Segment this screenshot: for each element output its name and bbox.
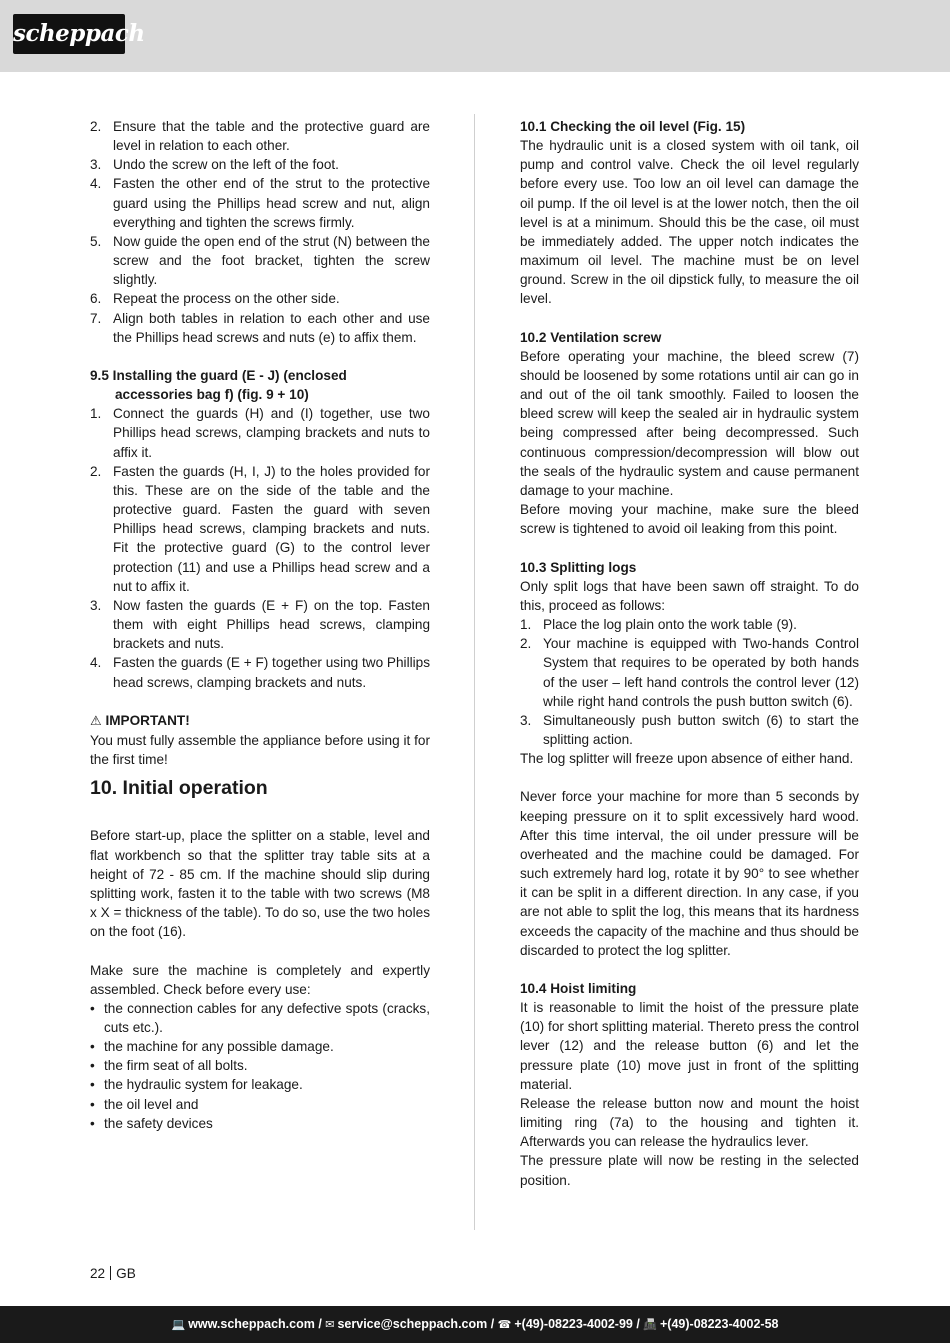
list-item: 1. Place the log plain onto the work table (9). <box>520 617 797 633</box>
list-item: • the firm seat of all bolts. <box>90 1058 248 1074</box>
hoist-paragraph-2: Release the release button now and mount the hoist limiting ring (7a) to the housing and tighten it. Afterwards you can release the hydraulics lever. <box>520 1095 859 1150</box>
heading-10-4: 10.4 Hoist limiting <box>520 980 637 996</box>
warning-icon: ⚠ <box>90 713 102 729</box>
list-item: 7. Align both tables in relation to each other and use the Phillips head screws and nuts (e) to affix them. <box>90 310 430 345</box>
heading-10-2: 10.2 Ventilation screw <box>520 329 662 345</box>
email-link[interactable]: service@scheppach.com <box>337 1317 488 1331</box>
list-item: • the oil level and <box>90 1096 199 1112</box>
list-item: • the safety devices <box>90 1115 213 1131</box>
section-title: 10. Initial operation <box>90 777 268 800</box>
fax-number: +(49)-08223-4002-58 <box>660 1317 779 1331</box>
footer-band: 💻 www.scheppach.com / ✉ service@scheppach.com / ☎ +(49)-08223-4002-99 / 📠 +(49)-08223-4002-58 <box>0 1306 950 1343</box>
list-item: • the machine for any possible damage. <box>90 1039 334 1055</box>
list-item: 6. Repeat the process on the other side. <box>90 291 340 307</box>
left-column <box>90 117 430 1133</box>
list-item: 1. Connect the guards (H) and (I) together, use two Phillips head screws, clamping brackets and nuts to affix it. <box>90 406 430 460</box>
oil-level-paragraph: The hydraulic unit is a closed system with oil tank, oil pump and control valve. Check the oil level regularly before every use. Too low an oil level can damage the oil pump. If the oil level is at the lower notch, then the oil level is at a minimum. Should this be the case, oil must be immediately added. The upper notch indicates the maximum oil level. The machine must be on level ground. Screw in the oil dipstick fully, to measure the oil level. <box>520 138 859 307</box>
website-link[interactable]: www.scheppach.com <box>188 1317 315 1331</box>
heading-9-5: 9.5 Installing the guard (E - J) (enclosed accessories bag f) (fig. 9 + 10) <box>90 368 347 403</box>
hoist-paragraph-3: The pressure plate will now be resting in the selected position. <box>520 1153 859 1188</box>
splitting-warning-paragraph: Never force your machine for more than 5 seconds by keeping pressure on it to split excessively hard wood. After this time interval, the oil under pressure will be overheated and the machine could be damaged. For such extremely hard log, rotate it by 90° to see whether it can be split in a different direction. In any case, if you are not able to split the log, this means that its hardness exceeds the capacity of the machine and thus should be discarded to protect the log splitter. <box>520 789 859 958</box>
right-column <box>520 117 859 1190</box>
guard-steps-list <box>90 404 430 691</box>
startup-paragraph: Before start-up, place the splitter on a stable, level and flat workbench so that the splitter tray table sits at a height of 72 - 85 cm. If the machine should slip during splitting work, fasten it to the table with two screws (M8 x X = thickness of the table). To do so, use the two holes on the foot (16). <box>90 828 430 940</box>
list-item: 2. Your machine is equipped with Two-hands Control System that requires to be operated by both hands of the user – left hand controls the control lever (12) while right hand controls the push button switch (6). <box>520 636 859 709</box>
mail-icon: ✉ <box>325 1318 335 1331</box>
heading-10-1: 10.1 Checking the oil level (Fig. 15) <box>520 119 746 134</box>
list-item: 2. Fasten the guards (H, I, J) to the holes provided for this. These are on the side of the table and the protective guard. Fasten the guard with seven Phillips head screws, clamping brackets and nuts. Fit the protective guard (G) to the control lever protection (11) and use a Phillips head screw and a nut to affix it. <box>90 463 430 594</box>
scheppach-logo: scheppach <box>13 14 125 54</box>
phone-icon: ☎ <box>497 1318 512 1331</box>
check-paragraph: Make sure the machine is completely and expertly assembled. Check before every use: <box>90 962 430 997</box>
list-item: 2. Ensure that the table and the protective guard are level in relation to each other. <box>90 119 430 154</box>
page-number: 22 GB <box>90 1266 136 1281</box>
heading-10-3: 10.3 Splitting logs <box>520 559 637 575</box>
column-divider <box>474 114 475 1230</box>
phone-number: +(49)-08223-4002-99 <box>514 1317 633 1331</box>
header-band <box>0 0 950 72</box>
check-list <box>90 999 430 1133</box>
list-item: • the connection cables for any defective spots (cracks, cuts etc.). <box>90 1000 430 1035</box>
list-item: 3. Undo the screw on the left of the foot. <box>90 157 339 173</box>
list-item: • the hydraulic system for leakage. <box>90 1077 303 1093</box>
ventilation-paragraph: Before operating your machine, the bleed screw (7) should be loosened by some rotations until air can go in and out of the oil tank smoothly. Failed to loosen the bleed screw will keep the sealed air in hydraulic system being compressed after being decompressed. Such continuous compression/decompression will blow out the seals of the hydraulic system and cause permanent damage to your machine. <box>520 348 859 498</box>
fax-icon: 📠 <box>643 1318 657 1331</box>
ventilation-paragraph-2: Before moving your machine, make sure the bleed screw is tightened to avoid oil leaking from this point. <box>520 502 859 537</box>
splitting-paragraph: Only split logs that have been sawn off straight. To do this, proceed as follows: <box>520 578 859 613</box>
splitting-freeze-paragraph: The log splitter will freeze upon absence of either hand. <box>520 751 854 767</box>
list-item: 3. Now fasten the guards (E + F) on the top. Fasten them with eight Phillips head screws, clamping brackets and nuts. <box>90 597 430 652</box>
computer-icon: 💻 <box>171 1318 186 1331</box>
list-item: 4. Fasten the guards (E + F) together using two Phillips head screws, clamping brackets and nuts. <box>90 655 430 690</box>
list-item: 3. Simultaneously push button switch (6) to start the splitting action. <box>520 712 859 747</box>
important-text: You must fully assemble the appliance before using it for the first time! <box>90 732 430 768</box>
hoist-paragraph: It is reasonable to limit the hoist of the pressure plate (10) for short splitting material. Thereto press the control lever (12) and the release button (6) and let the pressure plate (10) move just in front of the splitting material. <box>520 1000 859 1092</box>
splitting-steps-list <box>520 615 859 749</box>
important-heading: ⚠ IMPORTANT! <box>90 712 190 729</box>
list-item: 4. Fasten the other end of the strut to the protective guard using the Phillips head screw and nut, align everything and tighten the screws firmly. <box>90 176 430 230</box>
list-item: 5. Now guide the open end of the strut (N) between the screw and the foot bracket, tighten the screw slightly. <box>90 233 430 288</box>
assembly-steps-list <box>90 117 430 347</box>
